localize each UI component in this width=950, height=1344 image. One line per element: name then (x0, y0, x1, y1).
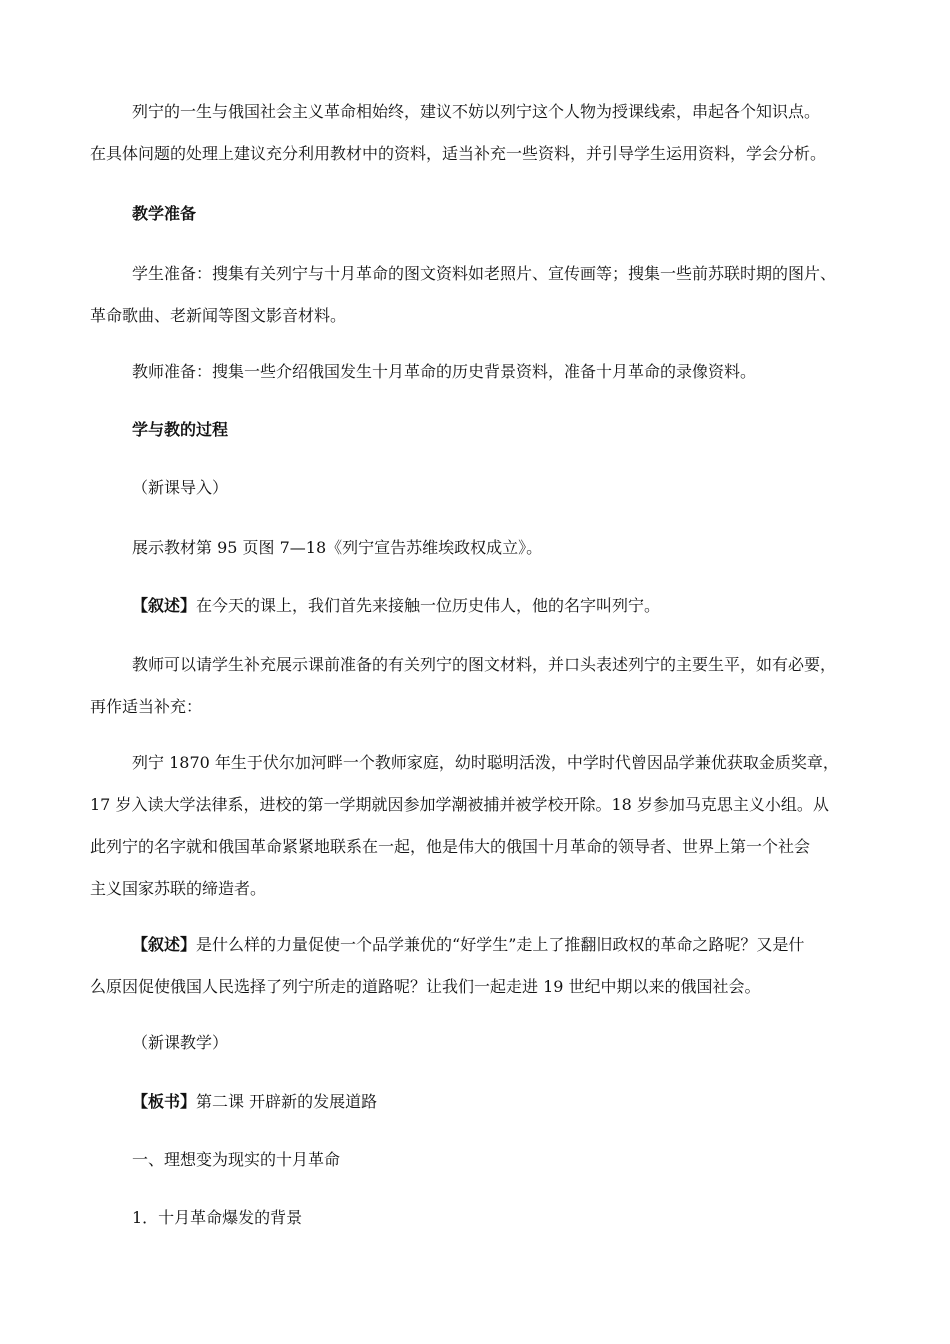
board-text: 第二课 开辟新的发展道路 (196, 1092, 378, 1111)
narrate-1 (90, 586, 860, 625)
board-note-line (90, 1082, 860, 1121)
new-lesson-intro-text: （新课导入） (132, 478, 229, 497)
section-one-text: 一、理想变为现实的十月革命 (132, 1150, 341, 1169)
teacher-preparation (90, 352, 860, 391)
new-lesson-intro (90, 468, 860, 507)
heading-process-text: 学与教的过程 (132, 420, 229, 439)
subsection-one-text: 1．十月革命爆发的背景 (132, 1208, 303, 1227)
narrate-2-text-1: 是什么样的力量促使一个品学兼优的“好学生”走上了推翻旧政权的革命之路呢？又是什 (196, 935, 805, 954)
teacher-prep-text: 教师准备：搜集一些介绍俄国发生十月革命的历史背景资料，准备十月革命的录像资料。 (132, 362, 757, 381)
narrate-2-line-1 (90, 925, 860, 964)
narrate-2-tag: 【叙述】 (132, 935, 197, 954)
teacher-invite-line-2: 再作适当补充： (90, 697, 203, 716)
narrate-2-line-2: 么原因促使俄国人民选择了列宁所走的道路呢？让我们一起走进 19 世纪中期以来的俄国社会。 (90, 977, 761, 996)
narrate-1-line (90, 586, 860, 625)
student-prep-line-2: 革命歌曲、老新闻等图文影音材料。 (90, 306, 347, 325)
teacher-invite (90, 645, 860, 726)
heading-preparation (90, 194, 860, 233)
heading-process (90, 410, 860, 449)
student-preparation (90, 254, 860, 335)
narrate-2 (90, 925, 860, 1006)
board-note (90, 1082, 860, 1121)
intro-line-2: 在具体问题的处理上建议充分利用教材中的资料，适当补充一些资料，并引导学生运用资料，学会分析。 (90, 144, 827, 163)
subsection-one (90, 1198, 860, 1237)
lenin-bio-line-4: 主义国家苏联的缔造者。 (90, 879, 267, 898)
teacher-invite-line-1: 教师可以请学生补充展示课前准备的有关列宁的图文材料，并口头表述列宁的主要生平，如有必要， (132, 655, 837, 674)
board-tag: 【板书】 (132, 1092, 197, 1111)
lenin-bio-line-2: 17 岁入读大学法律系，进校的第一学期就因参加学潮被捕并被学校开除。18 岁参加马克思主义小组。从 (90, 795, 829, 814)
new-lesson-teaching (90, 1023, 860, 1062)
lenin-bio-line-1: 列宁 1870 年生于伏尔加河畔一个教师家庭，幼时聪明活泼，中学时代曾因品学兼优获取金质奖章， (132, 753, 839, 772)
new-lesson-teaching-text: （新课教学） (132, 1033, 229, 1052)
lenin-bio-line-3: 此列宁的名字就和俄国革命紧紧地联系在一起，他是伟大的俄国十月革命的领导者、世界上第一个社会 (90, 837, 811, 856)
lenin-biography (90, 743, 860, 908)
section-one (90, 1140, 860, 1179)
heading-preparation-text: 教学准备 (132, 204, 197, 223)
student-prep-line-1: 学生准备：搜集有关列宁与十月革命的图文资料如老照片、宣传画等；搜集一些前苏联时期的图片、 (132, 264, 837, 283)
show-textbook-text: 展示教材第 95 页图 7—18《列宁宣告苏维埃政权成立》。 (132, 538, 543, 557)
show-textbook (90, 528, 860, 567)
narrate-1-tag: 【叙述】 (132, 596, 197, 615)
intro-line-1: 列宁的一生与俄国社会主义革命相始终，建议不妨以列宁这个人物为授课线索，串起各个知识点。 (132, 102, 821, 121)
intro-paragraph (90, 92, 860, 173)
narrate-1-text: 在今天的课上，我们首先来接触一位历史伟人，他的名字叫列宁。 (196, 596, 661, 615)
